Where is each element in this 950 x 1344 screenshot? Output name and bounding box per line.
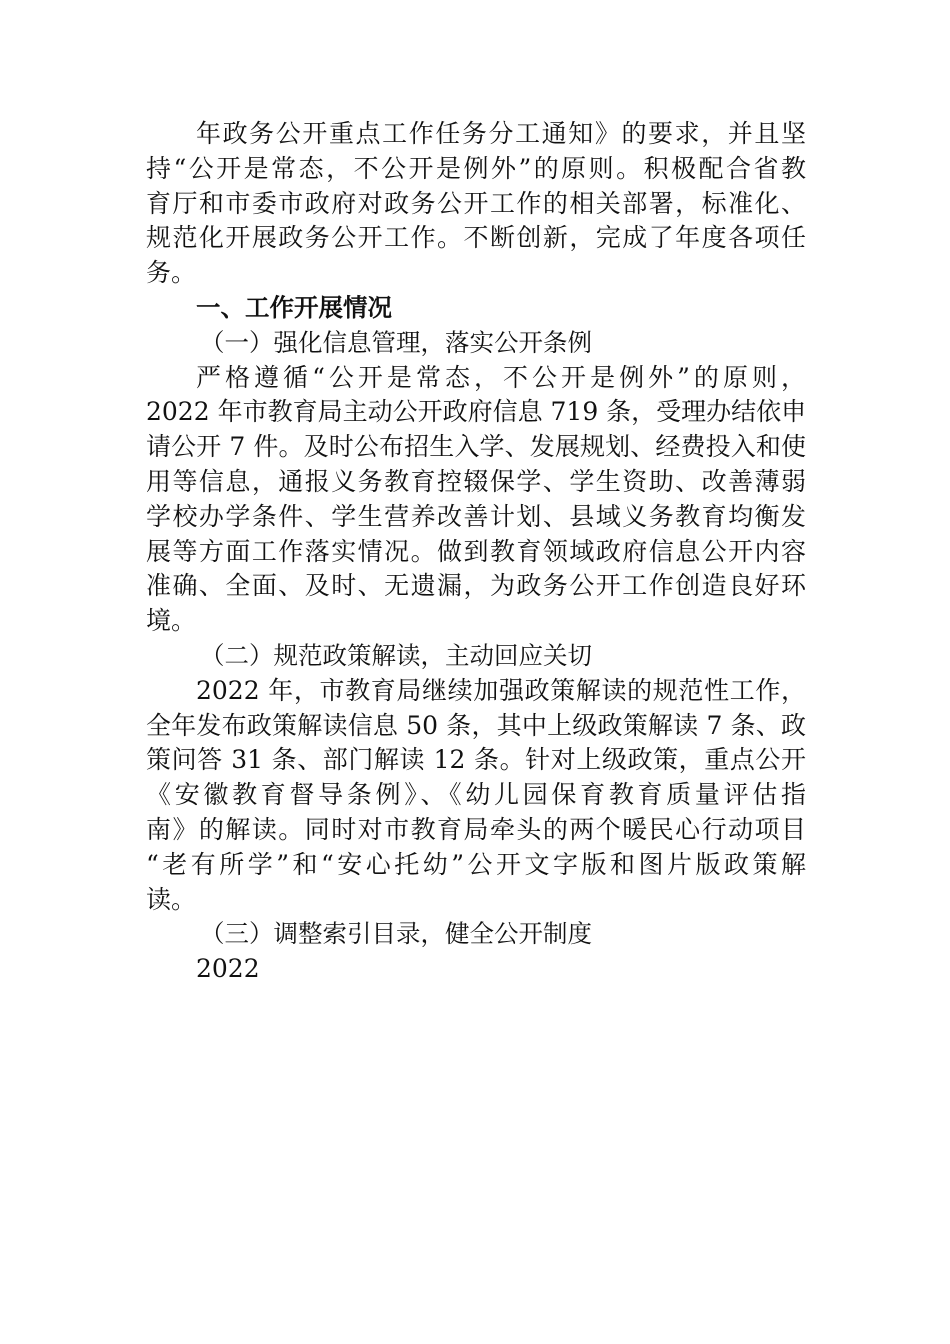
text-line: 严格遵循“公开是常态，不公开是例外”的原则， bbox=[196, 362, 806, 392]
text-line: 学校办学条件、学生营养改善计划、县域义务教育均衡发 bbox=[146, 501, 806, 531]
text-line: 规范化开展政务公开工作。不断创新，完成了年度各项任 bbox=[146, 223, 806, 253]
section-heading: 一、工作开展情况 bbox=[196, 292, 392, 322]
text-line: 2022 年，市教育局继续加强政策解读的规范性工作， bbox=[196, 675, 806, 705]
text-line: 策问答 31 条、部门解读 12 条。针对上级政策，重点公开 bbox=[146, 745, 806, 775]
text-line: 持“公开是常态，不公开是例外”的原则。积极配合省教 bbox=[146, 153, 806, 183]
text-line: 《安徽教育督导条例》、《幼儿园保育教育质量评估指 bbox=[146, 780, 806, 810]
text-line: 全年发布政策解读信息 50 条，其中上级政策解读 7 条、政 bbox=[146, 710, 806, 740]
text-line: 境。 bbox=[146, 606, 197, 636]
text-line: 展等方面工作落实情况。做到教育领域政府信息公开内容 bbox=[146, 536, 806, 566]
text-line: 2022 年市教育局主动公开政府信息 719 条，受理办结依申 bbox=[146, 397, 807, 427]
text-line: 育厅和市委市政府对政务公开工作的相关部署，标准化、 bbox=[146, 188, 806, 218]
subsection-heading-2: （二）规范政策解读，主动回应关切 bbox=[200, 640, 592, 670]
text-line: 2022 bbox=[196, 954, 260, 984]
text-line: 用等信息，通报义务教育控辍保学、学生资助、改善薄弱 bbox=[146, 466, 806, 496]
subsection-heading-3: （三）调整索引目录，健全公开制度 bbox=[200, 919, 592, 949]
subsection-heading-1: （一）强化信息管理，落实公开条例 bbox=[200, 327, 592, 357]
text-line: 务。 bbox=[146, 258, 197, 288]
text-line: 准确、全面、及时、无遗漏，为政务公开工作创造良好环 bbox=[146, 571, 806, 601]
text-line: 读。 bbox=[146, 884, 197, 914]
paragraph-2 bbox=[146, 361, 806, 639]
paragraph-3 bbox=[146, 674, 806, 918]
document-body bbox=[146, 117, 806, 987]
text-line: 南》的解读。同时对市教育局牵头的两个暖民心行动项目 bbox=[146, 814, 806, 844]
text-line: “老有所学”和“安心托幼”公开文字版和图片版政策解 bbox=[146, 849, 806, 879]
paragraph-4 bbox=[146, 952, 806, 987]
text-line: 年政务公开重点工作任务分工通知》的要求，并且坚 bbox=[196, 119, 806, 148]
text-line: 请公开 7 件。及时公布招生入学、发展规划、经费投入和使 bbox=[146, 432, 806, 462]
paragraph-1 bbox=[146, 117, 806, 291]
